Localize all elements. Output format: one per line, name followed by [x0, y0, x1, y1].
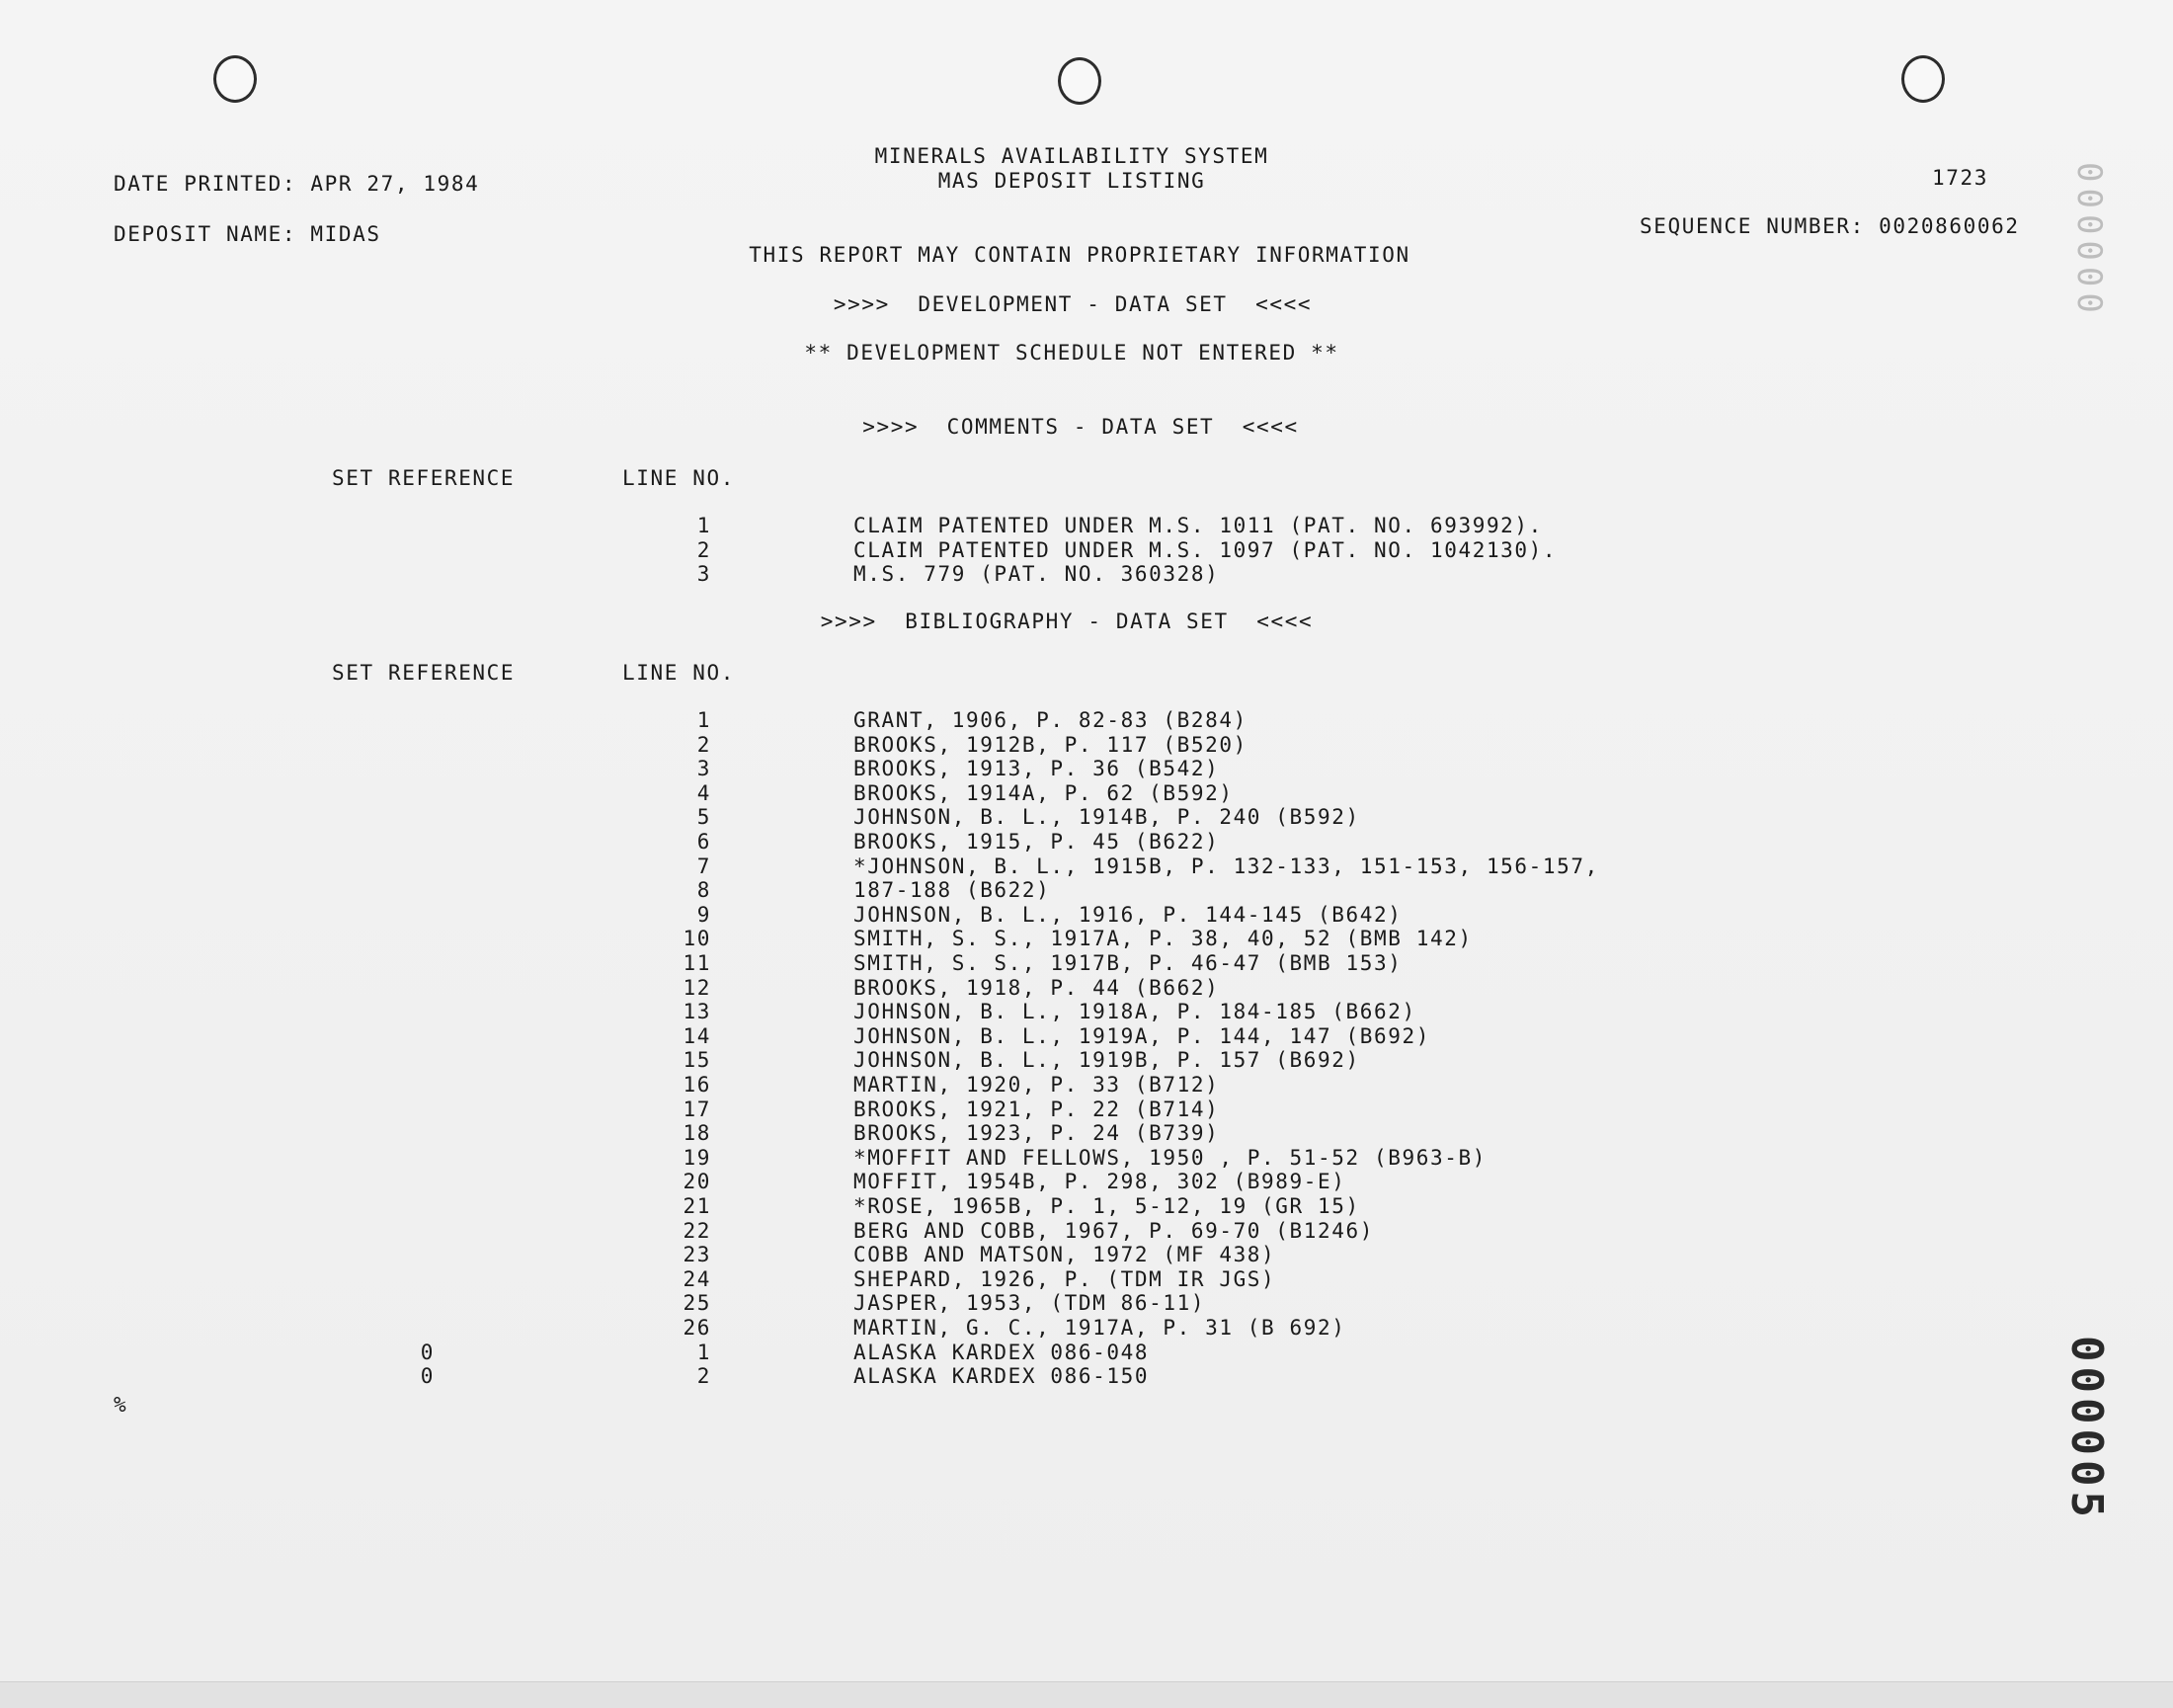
line-number-cell: 18: [683, 1121, 711, 1146]
entry-text-cell: JOHNSON, B. L., 1919B, P. 157 (B692): [853, 1048, 1360, 1073]
entry-text-cell: JOHNSON, B. L., 1919A, P. 144, 147 (B692): [853, 1023, 1430, 1048]
entry-text-cell: *JOHNSON, B. L., 1915B, P. 132-133, 151-153, 156-157,: [853, 854, 1599, 878]
entry-text-cell: COBB AND MATSON, 1972 (MF 438): [853, 1243, 1276, 1267]
comments-col-set-reference: SET REFERENCE: [332, 466, 516, 490]
bibliography-heading: >>>> BIBLIOGRAPHY - DATA SET <<<<: [820, 610, 1314, 633]
line-number-cell: 23: [683, 1243, 711, 1267]
line-number-cell: 1: [696, 514, 711, 537]
set-reference-cell: 0: [420, 1340, 435, 1364]
entry-text-cell: MARTIN, 1920, P. 33 (B712): [853, 1073, 1220, 1097]
page-number: 1723: [1932, 166, 1988, 190]
line-number-cell: 20: [683, 1170, 711, 1194]
entry-text-cell: ALASKA KARDEX 086-048: [853, 1340, 1150, 1364]
system-title: MINERALS AVAILABILITY SYSTEM: [874, 144, 1269, 168]
entry-text-cell: BROOKS, 1921, P. 22 (B714): [853, 1097, 1220, 1121]
line-number-cell: 4: [696, 780, 711, 805]
entry-text-cell: M.S. 779 (PAT. NO. 360328): [853, 562, 1220, 587]
punch-hole-left: [213, 55, 257, 103]
entry-text-cell: SMITH, S. S., 1917B, P. 46-47 (BMB 153): [853, 951, 1403, 975]
entry-text-cell: BROOKS, 1912B, P. 117 (B520): [853, 732, 1247, 757]
entry-text-cell: BROOKS, 1913, P. 36 (B542): [853, 757, 1220, 781]
scan-edge: [0, 1681, 2173, 1708]
entry-text-cell: *ROSE, 1965B, P. 1, 5-12, 19 (GR 15): [853, 1194, 1360, 1218]
entry-text-cell: 187-188 (B622): [853, 878, 1051, 903]
comments-heading: >>>> COMMENTS - DATA SET <<<<: [862, 415, 1299, 439]
line-number-cell: 14: [683, 1023, 711, 1048]
line-number-cell: 21: [683, 1194, 711, 1218]
entry-text-cell: BROOKS, 1918, P. 44 (B662): [853, 975, 1220, 1000]
punch-hole-right: [1901, 55, 1945, 103]
entry-text-cell: SMITH, S. S., 1917A, P. 38, 40, 52 (BMB 142): [853, 927, 1473, 951]
development-note: ** DEVELOPMENT SCHEDULE NOT ENTERED **: [804, 341, 1339, 365]
line-number-cell: 1: [696, 708, 711, 732]
line-number-cell: 1: [696, 1340, 711, 1364]
entry-text-cell: *MOFFIT AND FELLOWS, 1950 , P. 51-52 (B963-B): [853, 1145, 1487, 1170]
line-number-cell: 16: [683, 1073, 711, 1097]
sequence-number: SEQUENCE NUMBER: 0020860062: [1640, 214, 2020, 238]
line-number-cell: 17: [683, 1097, 711, 1121]
line-number-cell: 6: [696, 830, 711, 854]
entry-text-cell: BERG AND COBB, 1967, P. 69-70 (B1246): [853, 1218, 1374, 1243]
side-stamp: 000005: [2061, 1336, 2112, 1522]
entry-text-cell: GRANT, 1906, P. 82-83 (B284): [853, 708, 1247, 732]
entry-text-cell: ALASKA KARDEX 086-150: [853, 1364, 1150, 1389]
line-number-cell: 11: [683, 951, 711, 975]
line-number-cell: 2: [696, 732, 711, 757]
line-number-cell: 15: [683, 1048, 711, 1073]
line-number-cell: 24: [683, 1266, 711, 1291]
entry-text-cell: CLAIM PATENTED UNDER M.S. 1097 (PAT. NO. 1042130).: [853, 537, 1558, 562]
line-number-cell: 25: [683, 1291, 711, 1316]
punch-hole-center: [1058, 57, 1101, 105]
listing-title: MAS DEPOSIT LISTING: [937, 169, 1206, 193]
comments-col-line-no: LINE NO.: [622, 466, 735, 490]
line-number-cell: 13: [683, 1000, 711, 1024]
line-number-cell: 2: [696, 1364, 711, 1389]
line-number-cell: 3: [696, 757, 711, 781]
line-number-cell: 2: [696, 537, 711, 562]
line-number-cell: 7: [696, 854, 711, 878]
entry-text-cell: JOHNSON, B. L., 1918A, P. 184-185 (B662): [853, 1000, 1416, 1024]
entry-text-cell: MARTIN, G. C., 1917A, P. 31 (B 692): [853, 1316, 1346, 1340]
date-printed: DATE PRINTED: APR 27, 1984: [114, 172, 480, 196]
line-number-cell: 22: [683, 1218, 711, 1243]
bibliography-col-line-no: LINE NO.: [622, 661, 735, 685]
entry-text-cell: JOHNSON, B. L., 1916, P. 144-145 (B642): [853, 902, 1403, 927]
entry-text-cell: BROOKS, 1915, P. 45 (B622): [853, 830, 1220, 854]
entry-text-cell: JASPER, 1953, (TDM 86-11): [853, 1291, 1206, 1316]
entry-text-cell: JOHNSON, B. L., 1914B, P. 240 (B592): [853, 805, 1360, 830]
line-number-cell: 12: [683, 975, 711, 1000]
line-number-cell: 3: [696, 562, 711, 587]
line-number-cell: 26: [683, 1316, 711, 1340]
set-reference-cell: 0: [420, 1364, 435, 1389]
entry-text-cell: BROOKS, 1923, P. 24 (B739): [853, 1121, 1220, 1146]
entry-text-cell: CLAIM PATENTED UNDER M.S. 1011 (PAT. NO. 693992).: [853, 514, 1543, 537]
entry-text-cell: SHEPARD, 1926, P. (TDM IR JGS): [853, 1266, 1276, 1291]
line-number-cell: 5: [696, 805, 711, 830]
development-heading: >>>> DEVELOPMENT - DATA SET <<<<: [833, 292, 1313, 316]
entry-text-cell: BROOKS, 1914A, P. 62 (B592): [853, 780, 1234, 805]
bibliography-col-set-reference: SET REFERENCE: [332, 661, 516, 685]
deposit-name: DEPOSIT NAME: MIDAS: [114, 222, 381, 246]
faint-side-stamp: 000000: [2069, 162, 2109, 319]
proprietary-notice: THIS REPORT MAY CONTAIN PROPRIETARY INFORMATION: [749, 243, 1410, 267]
line-number-cell: 8: [696, 878, 711, 903]
line-number-cell: 19: [683, 1145, 711, 1170]
line-number-cell: 9: [696, 902, 711, 927]
entry-text-cell: MOFFIT, 1954B, P. 298, 302 (B989-E): [853, 1170, 1346, 1194]
footer-mark: %: [114, 1393, 128, 1417]
line-number-cell: 10: [683, 927, 711, 951]
